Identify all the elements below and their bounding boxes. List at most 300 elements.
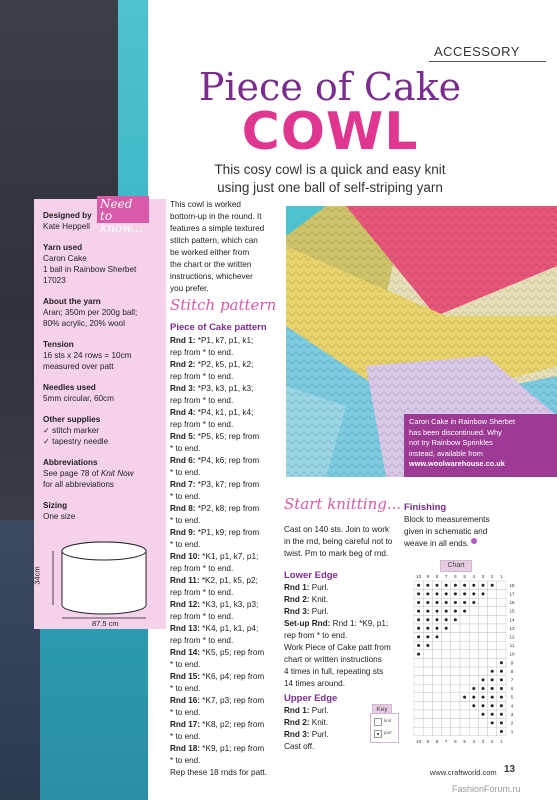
round-instruction: Rep these 18 rnds for patt. [170, 768, 267, 777]
chart-purl-dot [426, 610, 429, 613]
chart-cell [414, 693, 423, 702]
chart-cell [451, 658, 460, 667]
needles-heading: Needles used [43, 383, 96, 392]
stitch-round [170, 515, 282, 527]
round-instruction: * to end. [170, 516, 201, 525]
chart-cell [469, 607, 478, 616]
chart-row-label: 6 [510, 686, 514, 692]
chart-cell [460, 633, 469, 642]
chart-purl-dot [500, 704, 503, 707]
chart-row-label: 11 [509, 643, 515, 649]
chart-purl-dot [482, 713, 485, 716]
need-to-know-badge: Need to know... [97, 196, 149, 223]
chart-col-label: 1 [500, 574, 503, 579]
lower-edge-text [284, 582, 402, 690]
round-instruction: rep from * to end. [170, 588, 234, 597]
round-label: Rnd 7: [170, 480, 196, 489]
chart-cell [478, 658, 487, 667]
chart-cell [414, 676, 423, 685]
chart-purl-dot [482, 696, 485, 699]
stitch-pattern-rounds [170, 335, 282, 779]
chart-cell [423, 727, 432, 736]
upper-edge-line [284, 729, 374, 741]
round-label: Rnd 1: [284, 706, 310, 715]
chart-cell [451, 650, 460, 659]
stitch-round [170, 743, 282, 755]
title-line-2: COWL [241, 102, 419, 162]
stitch-round [170, 455, 282, 467]
chart-purl-dot [463, 610, 466, 613]
round-label: Rnd 1: [284, 583, 310, 592]
intro-line: This cowl is worked [170, 200, 241, 209]
chart-col-label: 2 [490, 574, 494, 579]
round-instruction: Knit. [309, 718, 329, 727]
chart-purl-dot [417, 627, 420, 630]
intro-line: the chart or the written [170, 260, 252, 269]
chart-purl-dot [472, 687, 475, 690]
chart-cell [451, 676, 460, 685]
start-line: twist. Pm to mark beg of rnd. [284, 549, 389, 558]
chart-cell [442, 633, 451, 642]
chart-cell [442, 676, 451, 685]
start-knitting-text [284, 524, 400, 560]
round-label: Rnd 2: [284, 718, 310, 727]
stitch-round [170, 683, 282, 695]
stitch-round [170, 575, 282, 587]
chart-purl-dot [436, 592, 439, 595]
round-instruction: * to end. [170, 684, 201, 693]
chart-cell [451, 701, 460, 710]
chart-cell [469, 624, 478, 633]
round-instruction: Cast off. [284, 742, 315, 751]
round-instruction: *K4, p1, k1, p4; [200, 624, 259, 633]
round-instruction: *P2, k5, p1, k2; [195, 360, 254, 369]
chart-cell [497, 607, 506, 616]
stitch-round [170, 695, 282, 707]
intro-text [170, 199, 282, 295]
stitch-round [170, 587, 282, 599]
stitch-round [170, 467, 282, 479]
chart-col-label: 2 [490, 738, 494, 744]
chart-purl-dot [491, 678, 494, 681]
round-instruction: Purl. [309, 607, 329, 616]
chart-cell [414, 658, 423, 667]
round-label: Rnd 4: [170, 408, 196, 417]
chart-purl-dot [445, 627, 448, 630]
chart-cell [478, 719, 487, 728]
chart-cell [469, 658, 478, 667]
stitch-round [170, 395, 282, 407]
key-box [370, 713, 399, 743]
chart-purl-dot [436, 601, 439, 604]
chart-purl-dot [454, 610, 457, 613]
chart-cell [451, 710, 460, 719]
chart-col-label: 9 [426, 574, 430, 579]
chart-cell [442, 719, 451, 728]
chart-cell [469, 676, 478, 685]
chart-purl-dot [454, 592, 457, 595]
round-instruction: rep from * to end. [170, 612, 234, 621]
round-label: Rnd 11: [170, 576, 200, 585]
chart-cell [488, 650, 497, 659]
chart-purl-dot [445, 618, 448, 621]
stitch-round [170, 671, 282, 683]
stitch-round [170, 767, 282, 779]
chart-purl-dot [482, 592, 485, 595]
chart-cell [478, 598, 487, 607]
lower-edge-line [284, 678, 402, 690]
stitch-round [170, 611, 282, 623]
stitch-round [170, 719, 282, 731]
tension-heading: Tension [43, 340, 74, 349]
round-instruction: rep from * to end. [284, 631, 348, 640]
lower-edge-line [284, 582, 402, 594]
chart-cell [442, 701, 451, 710]
chart-col-label: 3 [481, 574, 485, 579]
yarn-used-3: 17023 [43, 276, 66, 285]
round-instruction: *K9, p1; rep from [200, 744, 265, 753]
chart-purl-dot [417, 592, 420, 595]
upper-edge-text [284, 705, 374, 753]
upper-edge-line [284, 705, 374, 717]
chart-row-label: 13 [509, 625, 515, 631]
stitch-round [170, 539, 282, 551]
chart-cell [469, 719, 478, 728]
round-instruction: *P5, k5; rep from [195, 432, 260, 441]
chart-purl-dot [491, 696, 494, 699]
chart-cell [414, 701, 423, 710]
chart-cell [460, 719, 469, 728]
chart-cell [423, 658, 432, 667]
chart-cell [451, 624, 460, 633]
chart-row-label: 2 [510, 720, 514, 726]
chart-cell [414, 684, 423, 693]
chart-cell [423, 719, 432, 728]
chart-cell [423, 667, 432, 676]
chart-col-label: 6 [454, 738, 457, 744]
about-yarn-1: Aran; 350m per 200g ball; [43, 308, 138, 317]
chart-cell [497, 650, 506, 659]
chart-row-label: 14 [509, 617, 515, 623]
chart-cell [451, 633, 460, 642]
sizing-heading: Sizing [43, 501, 68, 510]
chart-row-label: 18 [509, 582, 515, 588]
chart-cell [432, 727, 441, 736]
chart-cell [460, 650, 469, 659]
chart-cell [497, 590, 506, 599]
round-instruction: Rnd 1: *K9, p1; [330, 619, 389, 628]
chart-row-label: 16 [509, 600, 515, 606]
chart-col-label: 9 [426, 738, 430, 744]
key-knit: knit [384, 718, 392, 723]
chart-purl-dot [454, 601, 457, 604]
chart-cell [488, 641, 497, 650]
title-line-1: Piece of Cake [198, 65, 462, 109]
chart-purl-dot [500, 713, 503, 716]
round-label: Rnd 1: [170, 336, 196, 345]
chart-col-label: 8 [435, 738, 439, 744]
round-instruction: * to end. [170, 540, 201, 549]
round-instruction: Knit. [309, 595, 329, 604]
chart-cell [432, 650, 441, 659]
chart-purl-dot [454, 584, 457, 587]
chart-cell [469, 615, 478, 624]
chart-purl-dot [491, 721, 494, 724]
round-instruction: *P4, k1, p1, k4; [195, 408, 254, 417]
chart-col-label: 10 [416, 738, 422, 744]
chart-cell [497, 633, 506, 642]
round-label: Rnd 3: [170, 384, 196, 393]
chart-purl-dot [417, 644, 420, 647]
chart-purl-dot [491, 584, 494, 587]
chart-col-label: 3 [481, 738, 485, 744]
purl-swatch [374, 730, 382, 738]
knit-swatch [374, 718, 382, 726]
round-instruction: *K7, p3; rep from [200, 696, 265, 705]
chart-purl-dot [436, 610, 439, 613]
chart-cell [442, 658, 451, 667]
chart-cell [497, 581, 506, 590]
need-to-know-panel [34, 199, 166, 629]
upper-edge-heading: Upper Edge [284, 693, 338, 704]
stitch-round [170, 419, 282, 431]
chart-cell [442, 641, 451, 650]
lower-edge-line [284, 654, 402, 666]
chart-cell [488, 598, 497, 607]
stitch-round [170, 563, 282, 575]
stitch-round [170, 371, 282, 383]
designed-by: Kate Heppell [43, 222, 90, 231]
chart-cell [432, 684, 441, 693]
dimension-width: 87.5 cm [92, 619, 119, 628]
chart-cell [488, 727, 497, 736]
dimension-height: 34cm [32, 566, 42, 585]
round-label: Rnd 15: [170, 672, 201, 681]
round-instruction: rep from * to end. [170, 564, 234, 573]
stitch-round [170, 635, 282, 647]
round-label: Rnd 2: [170, 360, 196, 369]
chart-row-label: 10 [509, 651, 515, 657]
chart-purl-dot [436, 635, 439, 638]
chart-cell [460, 710, 469, 719]
chart-cell [423, 684, 432, 693]
round-instruction: rep from * to end. [170, 348, 234, 357]
intro-line: stitch pattern, which can [170, 236, 258, 245]
chart-purl-dot [445, 584, 448, 587]
stitch-pattern-subhead: Piece of Cake pattern [170, 322, 267, 333]
round-instruction: * to end. [170, 708, 201, 717]
chart-purl-dot [436, 627, 439, 630]
round-label: Rnd 3: [284, 730, 310, 739]
chart-cell [423, 701, 432, 710]
chart-purl-dot [445, 610, 448, 613]
about-yarn-heading: About the yarn [43, 297, 101, 306]
chart-purl-dot [463, 592, 466, 595]
chart-purl-dot [426, 584, 429, 587]
chart-row-label: 5 [510, 694, 514, 700]
chart-cell [478, 607, 487, 616]
chart-cell [423, 676, 432, 685]
chart-purl-dot [417, 584, 420, 587]
lower-edge-line [284, 618, 402, 630]
caption-link[interactable]: www.woolwarehouse.co.uk [409, 459, 505, 468]
section-rule [429, 61, 546, 62]
finishing-line: given in schematic and [404, 527, 488, 536]
chart-purl-dot [500, 721, 503, 724]
sizing: One size [43, 512, 76, 521]
chart-cell [414, 727, 423, 736]
stitch-round [170, 383, 282, 395]
chart-cell [423, 650, 432, 659]
round-instruction: *K3, p1, k3, p3; [200, 600, 259, 609]
chart-purl-dot [445, 592, 448, 595]
chart-cell [497, 598, 506, 607]
section-label: ACCESSORY [434, 44, 520, 59]
chart-cell [442, 710, 451, 719]
round-instruction: * to end. [170, 660, 201, 669]
chart-col-label: 7 [444, 574, 448, 579]
chart-purl-dot [436, 618, 439, 621]
chart-purl-dot [426, 635, 429, 638]
round-instruction: * to end. [170, 492, 201, 501]
chart-cell [451, 667, 460, 676]
stitch-round [170, 443, 282, 455]
chart-purl-dot [482, 678, 485, 681]
abbreviations-1: See page 78 of Knit Now [43, 469, 134, 478]
chart-cell [469, 641, 478, 650]
chart-purl-dot [491, 670, 494, 673]
chart-cell [488, 633, 497, 642]
chart-cell [442, 727, 451, 736]
finishing-line: weave in all ends. [404, 539, 470, 548]
chart-purl-dot [472, 704, 475, 707]
subtitle: This cosy cowl is a quick and easy knit using just one ball of self-striping yarn [214, 162, 446, 195]
round-instruction: * to end. [170, 756, 201, 765]
yarn-used-1: Caron Cake [43, 254, 87, 263]
round-label: Rnd 3: [284, 607, 310, 616]
chart-purl-dot [482, 584, 485, 587]
designed-by-heading: Designed by [43, 211, 92, 220]
chart-purl-dot [445, 601, 448, 604]
chart-purl-dot [500, 696, 503, 699]
round-instruction: rep from * to end. [170, 396, 234, 405]
chart-cell [478, 667, 487, 676]
cowl-schematic [40, 535, 162, 625]
chart-cell [478, 727, 487, 736]
chart-cell [451, 719, 460, 728]
stitch-pattern-heading: Stitch pattern [170, 296, 277, 314]
stitch-round [170, 431, 282, 443]
stitch-round [170, 359, 282, 371]
lower-edge-heading: Lower Edge [284, 570, 338, 581]
chart-purl-dot [491, 687, 494, 690]
chart-purl-dot [417, 601, 420, 604]
round-instruction: Purl. [309, 730, 329, 739]
round-instruction: *P3, k3, p1, k3; [195, 384, 254, 393]
chart-cell [469, 727, 478, 736]
chart-purl-dot [463, 696, 466, 699]
round-instruction: rep from * to end. [170, 636, 234, 645]
chart-cell [451, 684, 460, 693]
start-line: Cast on 140 sts. Join to work [284, 525, 390, 534]
lower-edge-line [284, 642, 402, 654]
round-label: Rnd 18: [170, 744, 201, 753]
chart-cell [460, 701, 469, 710]
chart-purl-dot [500, 687, 503, 690]
round-instruction: * to end. [170, 468, 201, 477]
chart-row-label: 12 [509, 634, 515, 640]
yarn-used-2: 1 ball in Rainbow Sherbet [43, 265, 137, 274]
round-label: Rnd 5: [170, 432, 196, 441]
intro-line: features a simple textured [170, 224, 265, 233]
start-line: in the rnd, being careful not to [284, 537, 393, 546]
round-label: Rnd 8: [170, 504, 196, 513]
stitch-round [170, 707, 282, 719]
chart-purl-dot [482, 704, 485, 707]
chart-row-label: 7 [510, 677, 514, 683]
round-instruction: *K6, p4; rep from [200, 672, 265, 681]
stitch-round [170, 335, 282, 347]
chart-purl-dot [417, 635, 420, 638]
other-supplies-1: ✓ stitch marker [43, 426, 99, 435]
stitch-round [170, 623, 282, 635]
chart-purl-dot [500, 730, 503, 733]
chart-purl-dot [426, 618, 429, 621]
chart-cell [414, 710, 423, 719]
round-label: Rnd 6: [170, 456, 196, 465]
stitch-round [170, 347, 282, 359]
chart-col-label: 6 [454, 574, 457, 579]
end-dot [471, 538, 477, 544]
chart-cell [460, 615, 469, 624]
round-instruction: Work Piece of Cake patt from [284, 643, 391, 652]
round-instruction: *K8, p2; rep from [200, 720, 265, 729]
abbreviations-2: for all abbreviations [43, 480, 114, 489]
chart-purl-dot [454, 618, 457, 621]
yarn-used-heading: Yarn used [43, 243, 83, 252]
lower-edge-line [284, 594, 402, 606]
chart-cell [442, 650, 451, 659]
chart-cell [451, 693, 460, 702]
chart-col-label: 5 [463, 738, 466, 744]
round-label: Rnd 12: [170, 600, 201, 609]
chart-cell [478, 615, 487, 624]
footer-url[interactable]: www.craftworld.com [430, 768, 497, 777]
chart-col-label: 4 [472, 574, 476, 579]
round-label: Rnd 10: [170, 552, 201, 561]
round-instruction: *P1, k9; rep from [195, 528, 260, 537]
chart-purl-dot [482, 687, 485, 690]
chart-purl-dot [426, 601, 429, 604]
stitch-round [170, 479, 282, 491]
chart-cell [460, 684, 469, 693]
stitch-round [170, 647, 282, 659]
round-instruction: *K2, p1, k5, p2; [199, 576, 258, 585]
lower-edge-line [284, 606, 402, 618]
chart-row-label: 15 [509, 608, 515, 614]
chart-row-label: 4 [510, 703, 514, 709]
chart-cell [488, 658, 497, 667]
chart-purl-dot [472, 696, 475, 699]
round-instruction: *P2, k8; rep from [195, 504, 260, 513]
chart-purl-dot [500, 661, 503, 664]
chart-cell [469, 633, 478, 642]
chart-cell [432, 701, 441, 710]
round-instruction: 14 times around. [284, 679, 345, 688]
finishing-text [404, 514, 514, 550]
chart-cell [488, 615, 497, 624]
finishing-heading: Finishing [404, 502, 447, 513]
